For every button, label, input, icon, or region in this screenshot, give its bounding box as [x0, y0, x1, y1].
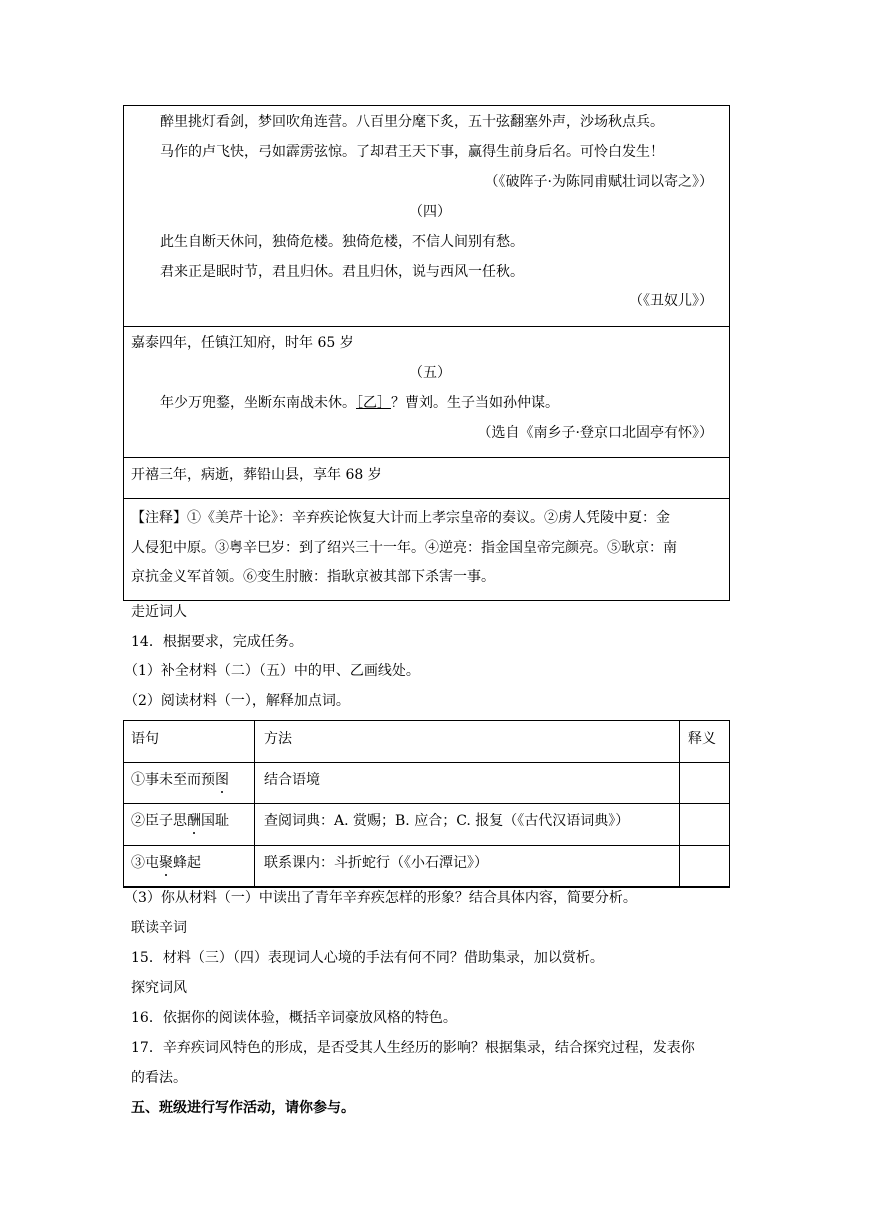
- bio-kaixi: 开禧三年，病逝，葬铅山县，享年 68 岁: [131, 467, 382, 483]
- row2-method: 查阅词典：A. 赏赐；B. 应合；C. 报复（《古代汉语词典》）: [264, 813, 630, 829]
- poem4-source: （《丑奴儿》）: [629, 293, 713, 309]
- q14-sub2: （2）阅读材料（一），解释加点词。: [124, 693, 350, 709]
- poem4-line2: 君来正是眠时节，君且归休。君且归休，说与西风一任秋。: [160, 264, 524, 280]
- poem5-after: ？曹刘。生子当如孙仲谋。: [391, 395, 559, 411]
- row1-sentence: ①事未至而预图: [131, 772, 229, 788]
- row1-method: 结合语境: [264, 772, 320, 788]
- row-divider: [123, 498, 730, 499]
- poem5-blank: ［乙］: [356, 395, 391, 411]
- q14-sub1: （1）补全材料（二）（五）中的甲、乙画线处。: [124, 663, 420, 679]
- q15: 15．材料（三）（四）表现词人心境的手法有何不同？借助集录，加以赏析。: [131, 950, 604, 966]
- section-joint: 联读辛词: [131, 920, 187, 936]
- poem5-source: （选自《南乡子·登京口北固亭有怀》）: [477, 425, 713, 441]
- q14-sub3: （3）你从材料（一）中读出了青年辛弃疾怎样的形象？结合具体内容，简要分析。: [124, 890, 637, 906]
- row-divider: [123, 457, 730, 458]
- word-table-col-divider: [254, 720, 255, 888]
- notes-line2: 人侵犯中原。③粤辛巳岁：到了绍兴三十一年。④逆亮：指金国皇帝完颜亮。⑤耿京：南: [131, 540, 677, 556]
- row-divider: [123, 326, 730, 327]
- q17-line2: 的看法。: [131, 1070, 187, 1086]
- bio-jiatai: 嘉泰四年，任镇江知府，时年 65 岁: [131, 335, 354, 351]
- q14-title: 14．根据要求，完成任务。: [131, 634, 303, 650]
- section-explore: 探究词风: [131, 980, 187, 996]
- header-sentence: 语句: [131, 731, 159, 747]
- word-table-divider: [123, 845, 730, 846]
- poem3-source: （《破阵子·为陈同甫赋壮词以寄之》）: [484, 174, 713, 190]
- word-table-col-divider: [679, 720, 680, 888]
- row3-method: 联系课内：斗折蛇行（《小石潭记》）: [264, 855, 488, 871]
- header-method: 方法: [264, 731, 292, 747]
- section-approach: 走近词人: [131, 604, 187, 620]
- dotted-word: 聚: [159, 855, 173, 871]
- header-meaning: 释义: [688, 731, 716, 747]
- poem4-line1: 此生自断天休问，独倚危楼。独倚危楼，不信人间别有愁。: [160, 234, 524, 250]
- dotted-word: 图: [215, 772, 229, 788]
- poem5-before: 年少万兜鍪，坐断东南战未休。: [160, 395, 356, 411]
- word-table-divider: [123, 803, 730, 804]
- poem3-line2: 马作的卢飞快，弓如霹雳弦惊。了却君王天下事，赢得生前身后名。可怜白发生！: [160, 144, 664, 160]
- word-table-divider: [123, 762, 730, 763]
- section4-label: （四）: [409, 204, 451, 220]
- dotted-word: 酬: [187, 813, 201, 829]
- poem5-line: [160, 393, 559, 413]
- q16: 16．依据你的阅读体验，概括辛词豪放风格的特色。: [131, 1010, 457, 1026]
- section5-label: （五）: [409, 365, 451, 381]
- row3-sentence: ③屯聚蜂起: [131, 855, 201, 871]
- notes-line1: 【注释】①《美芹十论》：辛弃疾论恢复大计而上孝宗皇帝的奏议。②虏人凭陵中夏：金: [131, 510, 670, 526]
- poem3-line1: 醉里挑灯看剑，梦回吹角连营。八百里分麾下炙，五十弦翻塞外声，沙场秋点兵。: [160, 114, 664, 130]
- row2-sentence: ②臣子思酬国耻: [131, 813, 229, 829]
- notes-line3: 京抗金义军首领。⑥变生肘腋：指耿京被其部下杀害一事。: [131, 569, 495, 585]
- section5-heading: 五、班级进行写作活动，请你参与。: [131, 1100, 355, 1116]
- q17-line1: 17．辛弃疾词风特色的形成，是否受其人生经历的影响？根据集录，结合探究过程，发表你: [131, 1040, 695, 1056]
- word-table-bottom: [123, 886, 730, 887]
